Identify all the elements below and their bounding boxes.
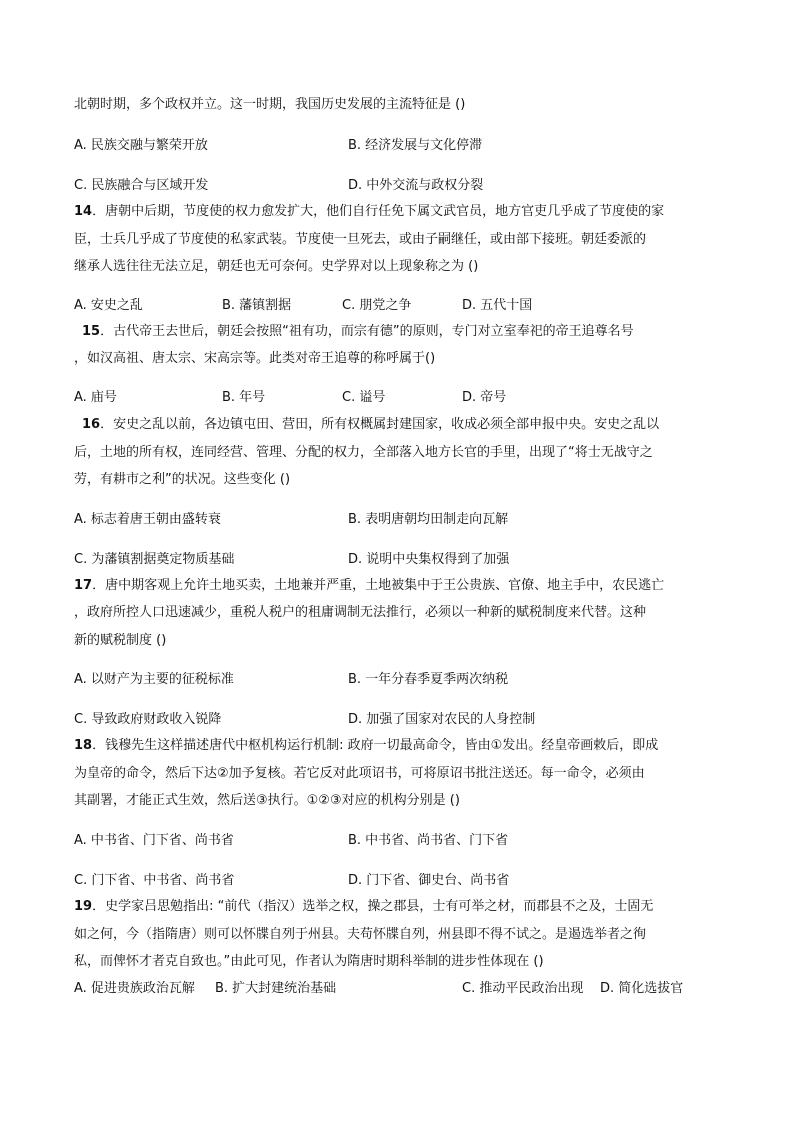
q18-stem-line-2: 为皇帝的命令，然后下达②加予复核。若它反对此项诏书，可将原诏书批注送还。每一命令，必须由 — [74, 766, 645, 781]
q16-stem-line-2: 后，土地的所有权，连同经营、管理、分配的权力，全部落入地方长官的手里，出现了“将士无战守之 — [74, 445, 653, 460]
q14-stem-line-2: 臣，士兵几乎成了节度使的私家武装。节度使一旦死去，或由子嗣继任，或由部下接班。朝廷委派的 — [74, 232, 647, 247]
q15-option-a: A. 庙号 — [74, 390, 117, 405]
q15-number: 15 — [82, 324, 101, 339]
q15-stem-line-2: ，如汉高祖、唐太宗、宋高宗等。此类对帝王追尊的称呼属于() — [74, 351, 436, 366]
q15-option-b: B. 年号 — [222, 390, 266, 405]
q13-option-b: B. 经济发展与文化停滞 — [348, 138, 483, 153]
q14-number: 14 — [74, 204, 93, 219]
q16-option-c: C. 为藩镇割据奠定物质基础 — [74, 552, 235, 567]
q19-stem-line-3: 私，而俾怀才者克自致也。”由此可见，作者认为隋唐时期科举制的进步性体现在 () — [74, 954, 544, 969]
q17-option-a: A. 以财产为主要的征税标准 — [74, 672, 234, 687]
q14-option-a: A. 安史之乱 — [74, 298, 143, 313]
q16-stem-line-1: 16．安史之乱以前，各边镇屯田、营田，所有权概属封建国家，收成必须全部申报中央。安史之乱以 — [82, 417, 660, 432]
q18-stem-line-1: 18．钱穆先生这样描述唐代中枢机构运行机制: 政府一切最高命令，皆由①发出。经皇帝画敕后，即成 — [74, 738, 659, 753]
q14-option-c: C. 朋党之争 — [342, 298, 412, 313]
q13-option-c: C. 民族融合与区域开发 — [74, 178, 209, 193]
q15-option-c: C. 谥号 — [342, 390, 386, 405]
q14-stem-line-1: 14．唐朝中后期，节度使的权力愈发扩大，他们自行任免下属文武官员，地方官吏几乎成了节度使的家 — [74, 204, 665, 219]
q18-option-c: C. 门下省、中书省、尚书省 — [74, 873, 235, 888]
q18-option-a: A. 中书省、门下省、尚书省 — [74, 833, 234, 848]
q13-option-a: A. 民族交融与繁荣开放 — [74, 138, 208, 153]
q16-stem-line-3: 劳，有耕市之利”的状况。这些变化 () — [74, 472, 291, 487]
q16-number: 16 — [82, 417, 101, 432]
q17-option-d: D. 加强了国家对农民的人身控制 — [348, 712, 536, 727]
q19-option-b: B. 扩大封建统治基础 — [215, 981, 337, 996]
q16-option-a: A. 标志着唐王朝由盛转衰 — [74, 512, 221, 527]
q18-option-d: D. 门下省、御史台、尚书省 — [348, 873, 510, 888]
q19-option-c: C. 推动平民政治出现 — [462, 981, 584, 996]
q16-option-b: B. 表明唐朝均田制走向瓦解 — [348, 512, 509, 527]
q13-option-d: D. 中外交流与政权分裂 — [348, 178, 484, 193]
q13-stem: 北朝时期，多个政权并立。这一时期，我国历史发展的主流特征是 () — [74, 97, 466, 112]
q19-number: 19 — [74, 899, 93, 914]
q19-stem-line-1: 19．史学家吕思勉指出: “前代（指汉）选举之权，操之郡县，士有可举之材，而郡县不之及，士固无 — [74, 899, 654, 914]
q17-option-c: C. 导致政府财政收入锐降 — [74, 712, 222, 727]
q18-option-b: B. 中书省、尚书省、门下省 — [348, 833, 509, 848]
q18-stem-line-3: 其副署，才能正式生效，然后送③执行。①②③对应的机构分别是 () — [74, 793, 460, 808]
q17-stem-line-2: ，政府所控人口迅速减少，重税人税户的租庸调制无法推行，必须以一种新的赋税制度来代替。这种 — [74, 605, 647, 620]
q14-option-b: B. 藩镇割据 — [222, 298, 292, 313]
q17-stem-line-3: 新的赋税制度 () — [74, 633, 167, 648]
q14-stem-line-3: 继承人选往往无法立足，朝廷也无可奈何。史学界对以上现象称之为 () — [74, 259, 479, 274]
q19-stem-line-2: 如之何，今（指隋唐）则可以怀牒自列于州县。夫苟怀牒自列，州县即不得不试之。是遏选举者之徇 — [74, 927, 647, 942]
q19-option-a: A. 促进贵族政治瓦解 — [74, 981, 195, 996]
q15-option-d: D. 帝号 — [462, 390, 507, 405]
q17-stem-line-1: 17．唐中期客观上允许土地买卖，土地兼并严重，土地被集中于王公贵族、官僚、地主手中，农民逃亡 — [74, 578, 665, 593]
q19-option-d: D. 简化选拔官 — [600, 981, 684, 996]
q14-option-d: D. 五代十国 — [462, 298, 533, 313]
q18-number: 18 — [74, 738, 93, 753]
q16-option-d: D. 说明中央集权得到了加强 — [348, 552, 510, 567]
q17-option-b: B. 一年分春季夏季两次纳税 — [348, 672, 509, 687]
q17-number: 17 — [74, 578, 93, 593]
q15-stem-line-1: 15．古代帝王去世后，朝廷会按照“祖有功，而宗有德”的原则，专门对立室奉祀的帝王追尊名号 — [82, 324, 634, 339]
